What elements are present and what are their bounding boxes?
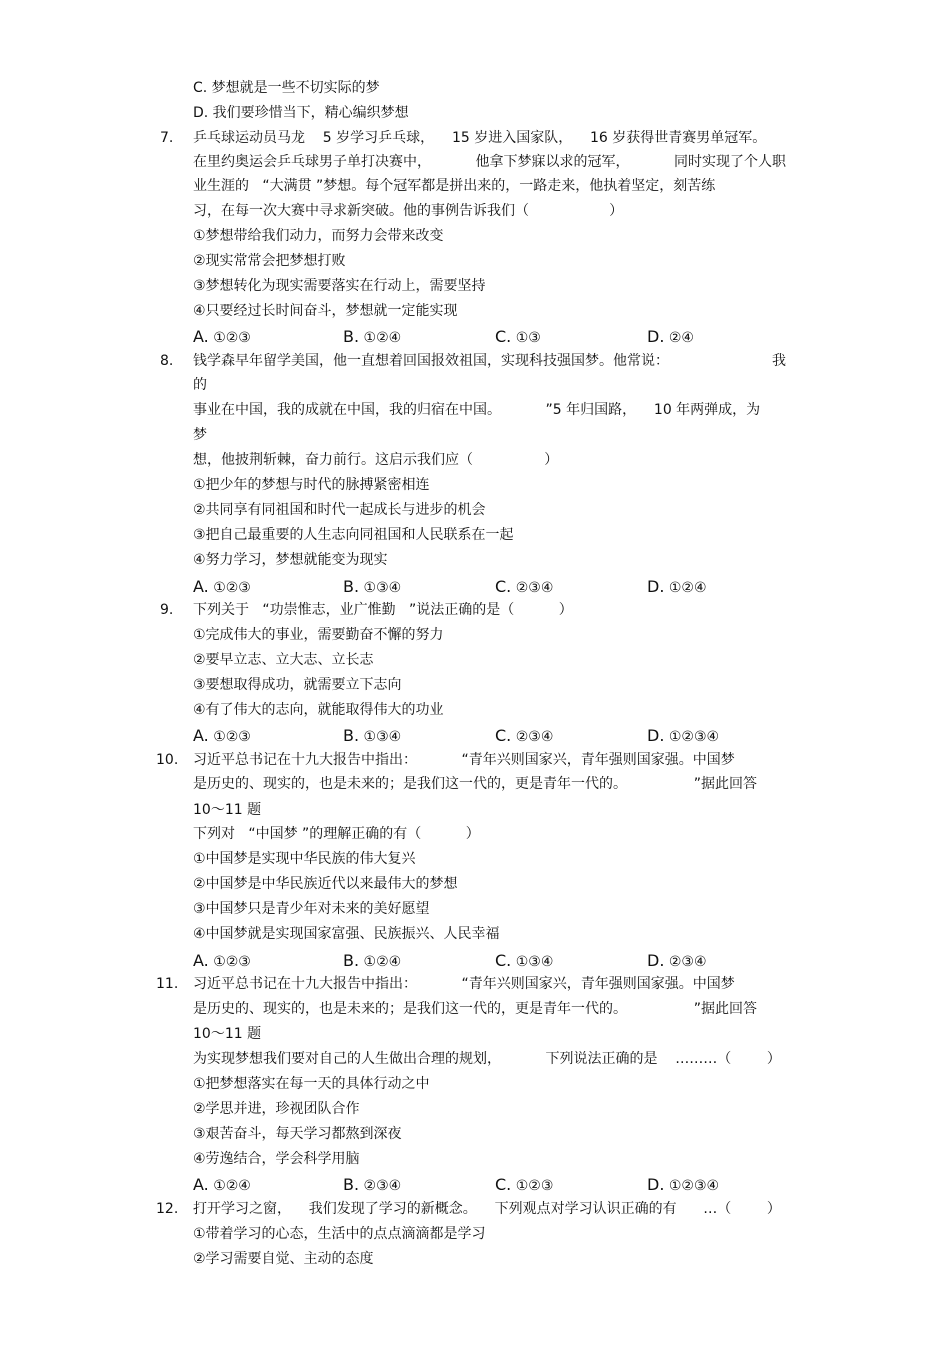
option-d: D. ①②③④: [647, 726, 720, 745]
option-a: A. ①②④: [193, 1175, 251, 1194]
statement-item: ①带着学习的心态，生活中的点点滴滴都是学习: [193, 1226, 486, 1242]
option-a: A. ①②③: [193, 726, 251, 745]
question-stem-line: 习近平总书记在十九大报告中指出： “青年兴则国家兴，青年强则国家强。中国梦: [193, 976, 735, 992]
question-stem-line: 是历史的、现实的，也是未来的；是我们这一代的，更是青年一代的。 ”据此回答: [193, 776, 758, 792]
prev-option-d: D. 我们要珍惜当下，精心编织梦想: [193, 105, 409, 121]
option-d: D. ②③④: [647, 951, 707, 970]
question-stem-line: 10～11 题: [193, 1026, 262, 1042]
statement-item: ③中国梦只是青少年对未来的美好愿望: [193, 901, 430, 917]
statement-item: ①梦想带给我们动力，而努力会带来改变: [193, 228, 444, 244]
option-d: D. ①②③④: [647, 1175, 720, 1194]
question-stem-line: 想，他披荆斩棘，奋力前行。这启示我们应（ ）: [193, 452, 559, 468]
statement-item: ③要想取得成功，就需要立下志向: [193, 677, 402, 693]
question-stem-line: 为实现梦想我们要对自己的人生做出合理的规划， 下列说法正确的是 ………（ ）: [193, 1051, 781, 1067]
question-stem-line: 下列关于 “功崇惟志，业广惟勤 ”说法正确的是（ ）: [193, 602, 573, 618]
question-number: 10.: [156, 752, 179, 768]
option-c: C. ①③④: [495, 951, 554, 970]
statement-item: ②中国梦是中华民族近代以来最伟大的梦想: [193, 876, 458, 892]
statement-item: ①把少年的梦想与时代的脉搏紧密相连: [193, 477, 430, 493]
statement-item: ④有了伟大的志向，就能取得伟大的功业: [193, 702, 444, 718]
option-b: B. ①②④: [343, 951, 402, 970]
question-number: 11.: [156, 976, 179, 992]
option-a: A. ①②③: [193, 577, 251, 596]
option-c: C. ①②③: [495, 1175, 554, 1194]
statement-item: ③艰苦奋斗，每天学习都熬到深夜: [193, 1126, 402, 1142]
statement-item: ②共同享有同祖国和时代一起成长与进步的机会: [193, 502, 486, 518]
statement-item: ③把自己最重要的人生志向同祖国和人民联系在一起: [193, 527, 514, 543]
question-number: 12.: [156, 1201, 179, 1217]
question-stem-line: 10～11 题: [193, 802, 262, 818]
question-number: 9.: [160, 602, 174, 618]
question-stem-line: 在里约奥运会乒乓球男子单打决赛中， 他拿下梦寐以求的冠军， 同时实现了个人职: [193, 154, 787, 170]
question-number: 8.: [160, 353, 174, 369]
option-b: B. ①②④: [343, 327, 402, 346]
statement-item: ④中国梦就是实现国家富强、民族振兴、人民幸福: [193, 926, 500, 942]
statement-item: ④劳逸结合，学会科学用脑: [193, 1151, 360, 1167]
statement-item: ①把梦想落实在每一天的具体行动之中: [193, 1076, 430, 1092]
option-b: B. ②③④: [343, 1175, 402, 1194]
question-stem-line: 的: [193, 377, 207, 393]
statement-item: ④努力学习，梦想就能变为现实: [193, 552, 388, 568]
question-stem-line: 习，在每一次大赛中寻求新突破。他的事例告诉我们（ ）: [193, 203, 624, 219]
option-c: C. ①③: [495, 327, 541, 346]
question-stem-fragment: 我: [772, 353, 786, 369]
statement-item: ②现实常常会把梦想打败: [193, 253, 346, 269]
question-stem-line: 钱学森早年留学美国，他一直想着回国报效祖国，实现科技强国梦。他常说：: [193, 353, 669, 369]
statement-item: ②学习需要自觉、主动的态度: [193, 1251, 374, 1267]
option-a: A. ①②③: [193, 327, 251, 346]
question-stem-line: 事业在中国，我的成就在中国，我的归宿在中国。 ”5 年归国路， 10 年两弹成，为: [193, 402, 761, 418]
question-stem-line: 习近平总书记在十九大报告中指出： “青年兴则国家兴，青年强则国家强。中国梦: [193, 752, 735, 768]
question-stem-line: 是历史的、现实的，也是未来的；是我们这一代的，更是青年一代的。 ”据此回答: [193, 1001, 758, 1017]
option-a: A. ①②③: [193, 951, 251, 970]
question-stem-line: 打开学习之窗， 我们发现了学习的新概念。 下列观点对学习认识正确的有 …（ ）: [193, 1201, 781, 1217]
statement-item: ④只要经过长时间奋斗，梦想就一定能实现: [193, 303, 458, 319]
statement-item: ②要早立志、立大志、立长志: [193, 652, 374, 668]
question-number: 7.: [160, 130, 174, 146]
statement-item: ①中国梦是实现中华民族的伟大复兴: [193, 851, 416, 867]
question-stem-line: 梦: [193, 427, 207, 443]
question-stem-line: 下列对 “中国梦 ”的理解正确的有（ ）: [193, 826, 480, 842]
question-stem-line: 业生涯的 “大满贯 ”梦想。每个冠军都是拼出来的，一路走来，他执着坚定，刻苦练: [193, 178, 716, 194]
statement-item: ②学思并进，珍视团队合作: [193, 1101, 360, 1117]
statement-item: ①完成伟大的事业，需要勤奋不懈的努力: [193, 627, 444, 643]
question-stem-line: 乒乓球运动员马龙 5 岁学习乒乓球， 15 岁进入国家队， 16 岁获得世青赛男单冠军。: [193, 130, 767, 146]
option-d: D. ②④: [647, 327, 694, 346]
option-b: B. ①③④: [343, 726, 402, 745]
statement-item: ③梦想转化为现实需要落实在行动上，需要坚持: [193, 278, 486, 294]
option-c: C. ②③④: [495, 726, 554, 745]
option-b: B. ①③④: [343, 577, 402, 596]
prev-option-c: C. 梦想就是一些不切实际的梦: [193, 80, 380, 96]
option-d: D. ①②④: [647, 577, 707, 596]
option-c: C. ②③④: [495, 577, 554, 596]
